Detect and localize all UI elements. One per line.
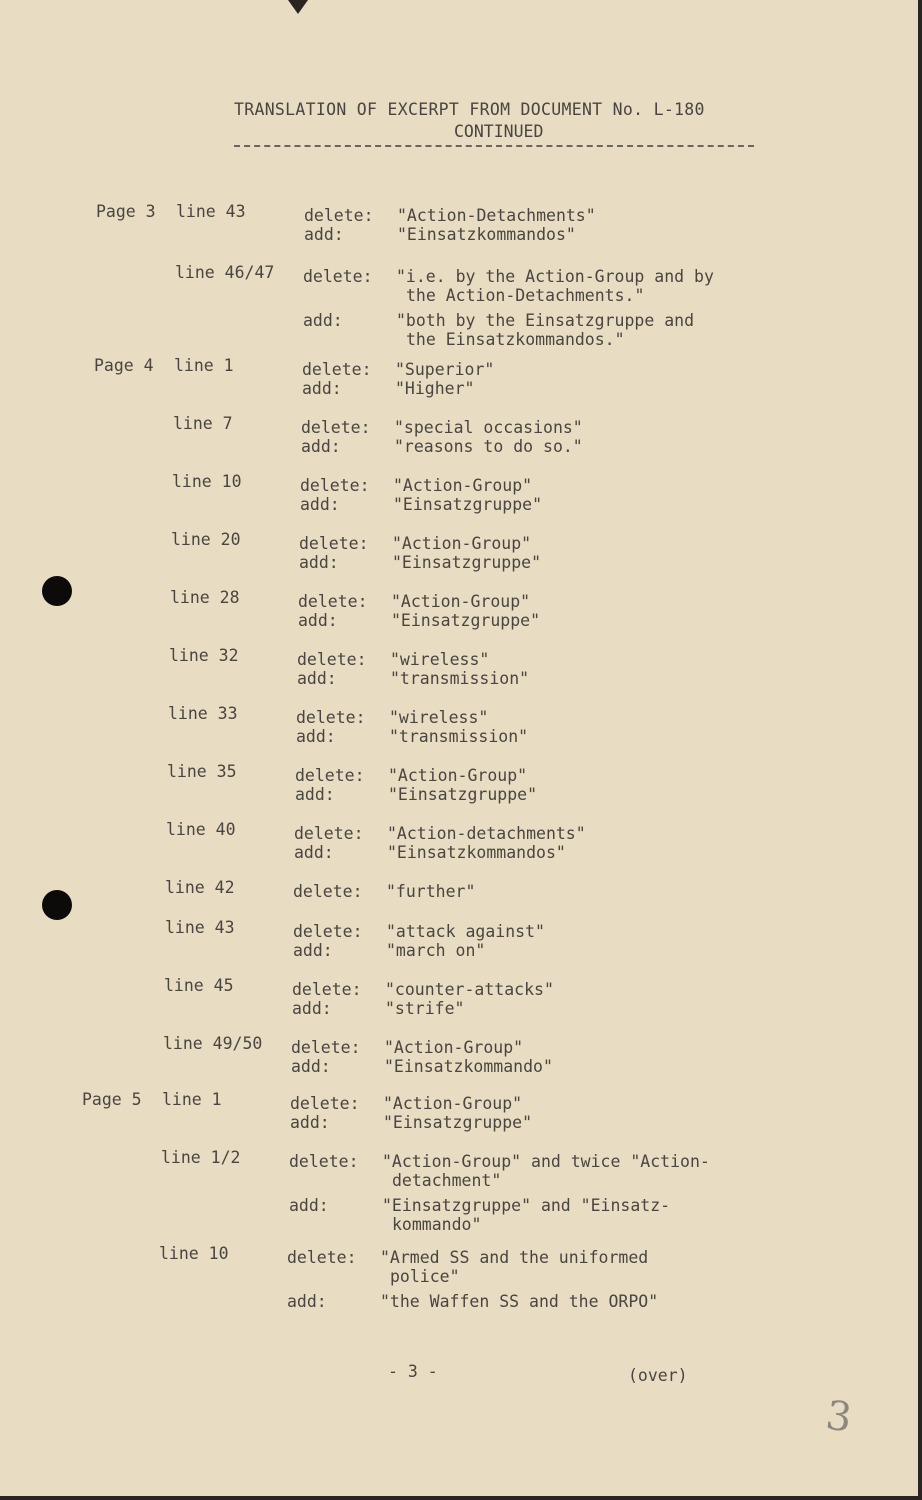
entry-line-ref: line 1/2 <box>161 1148 241 1167</box>
add-label: add: <box>303 311 343 330</box>
deleted-text: "Action-Group" <box>393 476 533 495</box>
delete-label: delete: <box>297 650 367 669</box>
delete-label: delete: <box>302 360 372 379</box>
document-subtitle: CONTINUED <box>454 122 544 141</box>
deleted-text: "Action-detachments" <box>387 824 586 843</box>
deleted-text: "i.e. by the Action-Group and by <box>396 267 714 286</box>
added-text: "Einsatzgruppe" <box>388 785 538 804</box>
deleted-text: "special occasions" <box>394 418 583 437</box>
deleted-text: "further" <box>386 882 476 901</box>
pencil-page-mark: 3 <box>822 1392 855 1442</box>
entry-line-ref: line 1 <box>162 1090 222 1109</box>
add-label: add: <box>302 379 342 398</box>
added-text: "Einsatzkommando" <box>384 1057 553 1076</box>
punch-hole <box>42 890 72 920</box>
deleted-text: "Action-Group" <box>383 1094 523 1113</box>
deleted-text: "Action-Group" <box>388 766 528 785</box>
entry-line-ref: line 10 <box>172 472 242 491</box>
added-text: "transmission" <box>389 727 529 746</box>
added-text: "Einsatzgruppe" <box>392 553 542 572</box>
entry-line-ref: line 46/47 <box>175 263 275 282</box>
added-text: "Einsatzgruppe" <box>391 611 541 630</box>
added-text: "Einsatzgruppe" <box>383 1113 533 1132</box>
delete-label: delete: <box>300 476 370 495</box>
delete-label: delete: <box>298 592 368 611</box>
entry-line-ref: line 40 <box>166 820 236 839</box>
added-text: "Einsatzkommandos" <box>397 225 576 244</box>
add-label: add: <box>299 553 339 572</box>
added-text: "strife" <box>385 999 465 1018</box>
deleted-text: "Action-Group" <box>392 534 532 553</box>
entry-line-ref: line 49/50 <box>163 1034 263 1053</box>
page-number: - 3 - <box>388 1362 438 1381</box>
add-label: add: <box>296 727 336 746</box>
entry-line-ref: line 28 <box>170 588 240 607</box>
deleted-text: police" <box>390 1267 460 1286</box>
add-label: add: <box>304 225 344 244</box>
add-label: add: <box>293 941 333 960</box>
entry-line-ref: line 43 <box>176 202 246 221</box>
added-text: "Einsatzkommandos" <box>387 843 566 862</box>
add-label: add: <box>294 843 334 862</box>
added-text: kommando" <box>392 1215 482 1234</box>
add-label: add: <box>289 1196 329 1215</box>
deleted-text: "Action-Group" and twice "Action- <box>382 1152 710 1171</box>
entry-page-ref: Page 3 <box>96 202 156 221</box>
deleted-text: "Action-Group" <box>384 1038 524 1057</box>
entry-line-ref: line 10 <box>159 1244 229 1263</box>
deleted-text: "wireless" <box>390 650 490 669</box>
add-label: add: <box>301 437 341 456</box>
delete-label: delete: <box>304 206 374 225</box>
document-title: TRANSLATION OF EXCERPT FROM DOCUMENT No. L-180 <box>234 100 705 119</box>
entry-line-ref: line 35 <box>167 762 237 781</box>
deleted-text: "Action-Detachments" <box>397 206 596 225</box>
added-text: "Einsatzgruppe" <box>393 495 543 514</box>
entry-line-ref: line 1 <box>174 356 234 375</box>
delete-label: delete: <box>289 1152 359 1171</box>
delete-label: delete: <box>291 1038 361 1057</box>
entry-line-ref: line 20 <box>171 530 241 549</box>
add-label: add: <box>297 669 337 688</box>
delete-label: delete: <box>293 922 363 941</box>
deleted-text: the Action-Detachments." <box>406 286 645 305</box>
added-text: "both by the Einsatzgruppe and <box>396 311 695 330</box>
deleted-text: "attack against" <box>386 922 545 941</box>
delete-label: delete: <box>301 418 371 437</box>
deleted-text: "Action-Group" <box>391 592 531 611</box>
delete-label: delete: <box>292 980 362 999</box>
added-text: "transmission" <box>390 669 530 688</box>
deleted-text: "wireless" <box>389 708 489 727</box>
add-label: add: <box>300 495 340 514</box>
add-label: add: <box>290 1113 330 1132</box>
add-label: add: <box>298 611 338 630</box>
deleted-text: detachment" <box>392 1171 502 1190</box>
entry-line-ref: line 33 <box>168 704 238 723</box>
entry-page-ref: Page 4 <box>94 356 154 375</box>
entry-page-ref: Page 5 <box>82 1090 142 1109</box>
entry-line-ref: line 42 <box>165 878 235 897</box>
entry-line-ref: line 43 <box>165 918 235 937</box>
punch-hole <box>42 576 72 606</box>
added-text: "Einsatzgruppe" and "Einsatz- <box>382 1196 671 1215</box>
delete-label: delete: <box>295 766 365 785</box>
entry-line-ref: line 7 <box>173 414 233 433</box>
added-text: the Einsatzkommandos." <box>406 330 625 349</box>
delete-label: delete: <box>287 1248 357 1267</box>
add-label: add: <box>287 1292 327 1311</box>
add-label: add: <box>291 1057 331 1076</box>
delete-label: delete: <box>294 824 364 843</box>
added-text: "march on" <box>386 941 486 960</box>
deleted-text: "counter-attacks" <box>385 980 554 999</box>
delete-label: delete: <box>293 882 363 901</box>
added-text: "the Waffen SS and the ORPO" <box>380 1292 659 1311</box>
entry-line-ref: line 45 <box>164 976 234 995</box>
deleted-text: "Armed SS and the uniformed <box>380 1248 649 1267</box>
delete-label: delete: <box>299 534 369 553</box>
delete-label: delete: <box>303 267 373 286</box>
add-label: add: <box>295 785 335 804</box>
added-text: "reasons to do so." <box>394 437 583 456</box>
continuation-note: (over) <box>628 1366 688 1385</box>
add-label: add: <box>292 999 332 1018</box>
entry-line-ref: line 32 <box>169 646 239 665</box>
added-text: "Higher" <box>395 379 475 398</box>
delete-label: delete: <box>296 708 366 727</box>
delete-label: delete: <box>290 1094 360 1113</box>
deleted-text: "Superior" <box>395 360 495 379</box>
